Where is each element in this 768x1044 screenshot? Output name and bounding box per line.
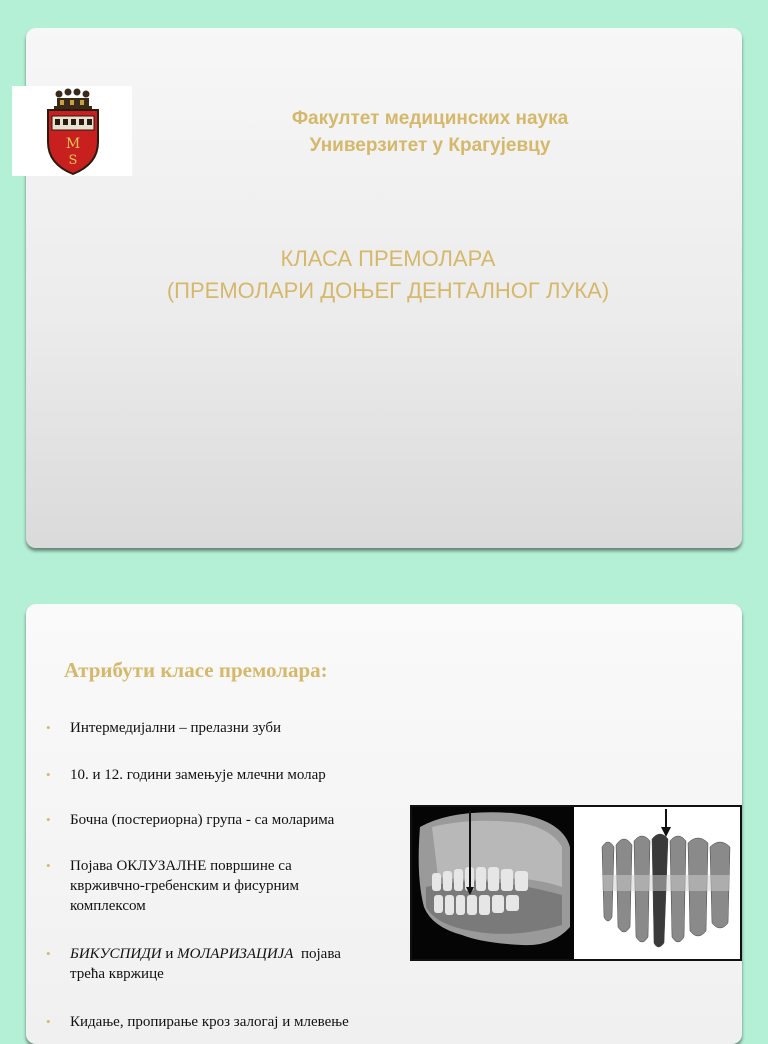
bullet-icon: •: [46, 946, 51, 961]
bullet-icon: •: [46, 858, 51, 873]
svg-text:Ѕ: Ѕ: [68, 153, 78, 168]
bullet-icon: •: [46, 812, 51, 827]
slide-title: КЛАСА ПРЕМОЛАРА: [280, 246, 496, 271]
dental-anatomy-image: [410, 805, 742, 961]
list-item-tail: појава: [293, 946, 341, 962]
list-item-line: трећа квржице: [70, 966, 164, 982]
conjunction: и: [161, 946, 178, 962]
list-item-text: Кидање, пропирање кроз залогај и млевење: [70, 1014, 349, 1030]
slide-heading: Атрибути класе премолара:: [64, 658, 328, 682]
list-item-line: кврживчно-гребенским и фисурним: [70, 878, 300, 894]
term-bicuspids: БИКУСПИДИ: [70, 946, 162, 962]
list-item-text: [70, 944, 390, 984]
list-item-text: [70, 856, 390, 916]
svg-text:M: M: [65, 136, 81, 152]
term-molarization: МОЛАРИЗАЦИЈА: [177, 946, 294, 962]
bullet-icon: •: [46, 767, 51, 782]
slide-subtitle: (ПРЕМОЛАРИ ДОЊЕГ ДЕНТАЛНОГ ЛУКА): [166, 278, 610, 303]
list-item-text: 10. и 12. години замењује млечни молар: [70, 767, 326, 783]
list-item-text: Интермедијални – прелазни зуби: [70, 720, 282, 736]
bullet-icon: •: [46, 720, 51, 735]
list-item-line: комплексом: [70, 898, 146, 914]
list-item-line: Појава ОКЛУЗАЛНЕ површине са: [70, 858, 292, 874]
university-logo: [12, 86, 132, 176]
list-item-text: Бочна (постериорна) група - са моларима: [70, 812, 335, 828]
faculty-name: Факултет медицинских наука: [291, 108, 569, 129]
bullet-icon: •: [46, 1014, 51, 1029]
university-name: Универзитет у Крагујевцу: [309, 135, 551, 156]
